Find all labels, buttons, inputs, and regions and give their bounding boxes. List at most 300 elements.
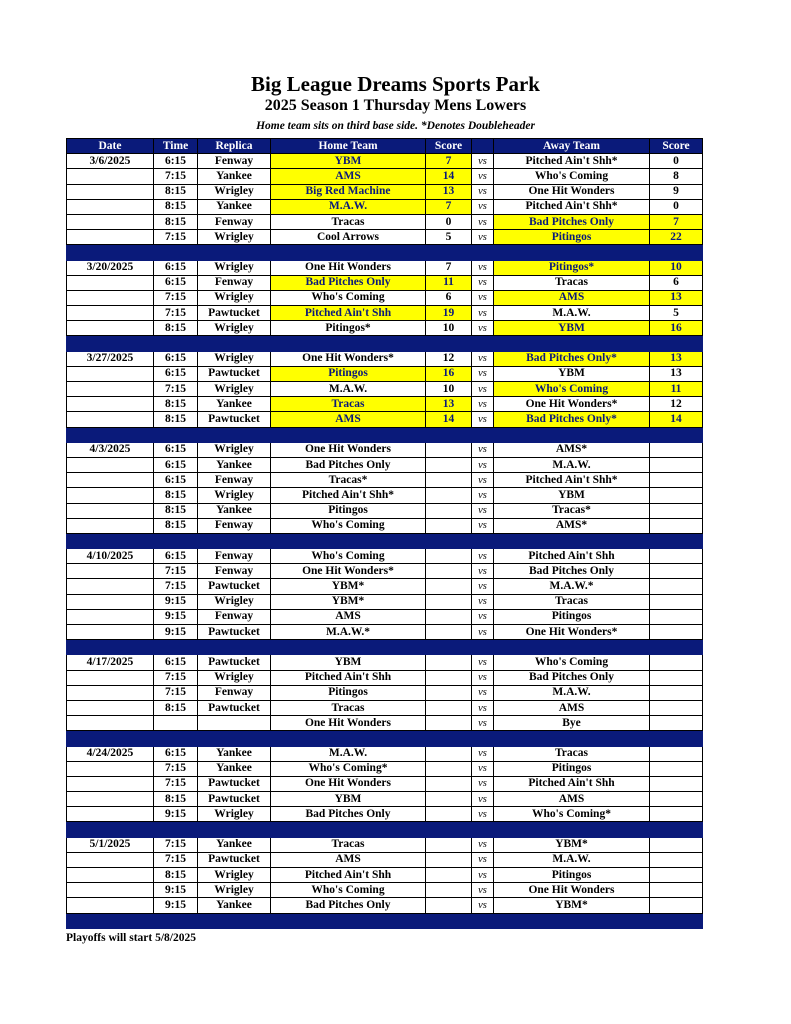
game-time: 6:15 — [154, 154, 198, 169]
game-date — [67, 366, 154, 381]
game-field: Yankee — [198, 397, 271, 412]
game-date — [67, 382, 154, 397]
table-row — [67, 290, 703, 305]
game-date — [67, 321, 154, 336]
home-score: 0 — [426, 214, 472, 229]
home-team: Tracas — [271, 214, 426, 229]
table-row — [67, 154, 703, 169]
home-team: One Hit Wonders — [271, 260, 426, 275]
away-score — [650, 442, 703, 457]
home-score — [426, 716, 472, 731]
game-field: Wrigley — [198, 351, 271, 366]
home-team: One Hit Wonders* — [271, 564, 426, 579]
game-field: Wrigley — [198, 260, 271, 275]
away-team: Pitingos — [494, 868, 650, 883]
game-field: Yankee — [198, 169, 271, 184]
vs-label: vs — [472, 776, 494, 791]
game-time: 8:15 — [154, 488, 198, 503]
table-row — [67, 700, 703, 715]
away-score — [650, 503, 703, 518]
away-team: M.A.W. — [494, 685, 650, 700]
home-team: Bad Pitches Only — [271, 807, 426, 822]
game-date — [67, 457, 154, 472]
away-team: YBM — [494, 366, 650, 381]
game-field: Wrigley — [198, 868, 271, 883]
vs-label: vs — [472, 852, 494, 867]
home-team: Cool Arrows — [271, 230, 426, 245]
away-score: 13 — [650, 366, 703, 381]
table-row — [67, 716, 703, 731]
game-date — [67, 199, 154, 214]
home-score — [426, 655, 472, 670]
game-field: Pawtucket — [198, 700, 271, 715]
game-field: Fenway — [198, 685, 271, 700]
away-score — [650, 700, 703, 715]
vs-label: vs — [472, 154, 494, 169]
game-field: Pawtucket — [198, 412, 271, 427]
away-score — [650, 792, 703, 807]
table-row — [67, 412, 703, 427]
table-row — [67, 609, 703, 624]
home-score: 14 — [426, 169, 472, 184]
game-date: 4/3/2025 — [67, 442, 154, 457]
col-away-score-header: Score — [650, 139, 703, 154]
table-row — [67, 306, 703, 321]
game-time: 7:15 — [154, 837, 198, 852]
home-team: Pitingos* — [271, 321, 426, 336]
table-row — [67, 746, 703, 761]
game-field — [198, 716, 271, 731]
game-date — [67, 579, 154, 594]
away-score — [650, 594, 703, 609]
game-field: Wrigley — [198, 670, 271, 685]
game-field: Wrigley — [198, 883, 271, 898]
game-date — [67, 852, 154, 867]
vs-label: vs — [472, 503, 494, 518]
game-time: 8:15 — [154, 412, 198, 427]
game-time: 9:15 — [154, 807, 198, 822]
game-time: 8:15 — [154, 214, 198, 229]
home-team: Pitched Ain't Shh — [271, 868, 426, 883]
home-team: Tracas — [271, 700, 426, 715]
table-row — [67, 260, 703, 275]
game-time: 6:15 — [154, 655, 198, 670]
week-separator — [67, 533, 703, 548]
away-score — [650, 564, 703, 579]
home-score — [426, 852, 472, 867]
home-team: AMS — [271, 609, 426, 624]
game-time: 7:15 — [154, 579, 198, 594]
away-team: Who's Coming* — [494, 807, 650, 822]
away-score: 6 — [650, 275, 703, 290]
away-team: One Hit Wonders* — [494, 625, 650, 640]
away-score: 12 — [650, 397, 703, 412]
away-score — [650, 776, 703, 791]
vs-label: vs — [472, 594, 494, 609]
game-date — [67, 214, 154, 229]
away-team: AMS* — [494, 442, 650, 457]
col-replica-header: Replica — [198, 139, 271, 154]
table-row — [67, 883, 703, 898]
away-team: Tracas* — [494, 503, 650, 518]
table-row — [67, 366, 703, 381]
vs-label: vs — [472, 397, 494, 412]
away-team: AMS — [494, 290, 650, 305]
game-date — [67, 184, 154, 199]
game-time: 6:15 — [154, 549, 198, 564]
vs-label: vs — [472, 442, 494, 457]
home-score: 5 — [426, 230, 472, 245]
game-field: Yankee — [198, 761, 271, 776]
table-row — [67, 275, 703, 290]
home-score: 7 — [426, 260, 472, 275]
table-row — [67, 579, 703, 594]
home-team: Tracas — [271, 837, 426, 852]
away-team: YBM* — [494, 898, 650, 913]
game-date — [67, 412, 154, 427]
home-team: YBM* — [271, 594, 426, 609]
home-score — [426, 609, 472, 624]
away-score: 13 — [650, 290, 703, 305]
vs-label: vs — [472, 685, 494, 700]
game-field: Wrigley — [198, 290, 271, 305]
home-team: YBM — [271, 154, 426, 169]
home-score: 10 — [426, 382, 472, 397]
game-time: 7:15 — [154, 670, 198, 685]
home-team: Bad Pitches Only — [271, 898, 426, 913]
separator-bar — [67, 913, 703, 928]
game-date — [67, 397, 154, 412]
away-team: Who's Coming — [494, 169, 650, 184]
home-team: Tracas* — [271, 473, 426, 488]
away-score: 16 — [650, 321, 703, 336]
table-row — [67, 625, 703, 640]
home-team: Who's Coming — [271, 518, 426, 533]
away-score: 13 — [650, 351, 703, 366]
table-row — [67, 321, 703, 336]
game-time: 7:15 — [154, 852, 198, 867]
home-score — [426, 549, 472, 564]
game-date — [67, 807, 154, 822]
game-time — [154, 716, 198, 731]
home-team: M.A.W. — [271, 199, 426, 214]
home-score: 12 — [426, 351, 472, 366]
away-score — [650, 746, 703, 761]
away-score: 14 — [650, 412, 703, 427]
vs-label: vs — [472, 275, 494, 290]
vs-label: vs — [472, 761, 494, 776]
away-score — [650, 807, 703, 822]
schedule-body — [67, 154, 703, 929]
game-date: 4/17/2025 — [67, 655, 154, 670]
vs-label: vs — [472, 518, 494, 533]
vs-label: vs — [472, 230, 494, 245]
col-time-header: Time — [154, 139, 198, 154]
vs-label: vs — [472, 488, 494, 503]
vs-label: vs — [472, 321, 494, 336]
away-team: Pitingos — [494, 609, 650, 624]
vs-label: vs — [472, 366, 494, 381]
vs-label: vs — [472, 625, 494, 640]
game-time: 9:15 — [154, 609, 198, 624]
away-team: Pitingos — [494, 230, 650, 245]
away-team: Pitingos — [494, 761, 650, 776]
game-date — [67, 609, 154, 624]
week-separator — [67, 822, 703, 837]
home-team: Pitched Ain't Shh — [271, 306, 426, 321]
away-score — [650, 473, 703, 488]
away-score: 11 — [650, 382, 703, 397]
home-score — [426, 898, 472, 913]
home-score: 7 — [426, 154, 472, 169]
game-time: 8:15 — [154, 700, 198, 715]
game-field: Pawtucket — [198, 579, 271, 594]
home-score — [426, 518, 472, 533]
home-score — [426, 837, 472, 852]
table-row — [67, 868, 703, 883]
game-time: 8:15 — [154, 321, 198, 336]
home-team: Bad Pitches Only — [271, 457, 426, 472]
game-date — [67, 594, 154, 609]
col-vs-header — [472, 139, 494, 154]
home-score: 13 — [426, 397, 472, 412]
game-date — [67, 868, 154, 883]
table-row — [67, 457, 703, 472]
home-score: 11 — [426, 275, 472, 290]
game-field: Pawtucket — [198, 366, 271, 381]
vs-label: vs — [472, 549, 494, 564]
vs-label: vs — [472, 564, 494, 579]
away-score — [650, 837, 703, 852]
home-score: 13 — [426, 184, 472, 199]
away-team: YBM* — [494, 837, 650, 852]
game-date — [67, 169, 154, 184]
away-team: Bad Pitches Only* — [494, 412, 650, 427]
vs-label: vs — [472, 746, 494, 761]
game-field: Fenway — [198, 518, 271, 533]
home-team: Who's Coming — [271, 883, 426, 898]
away-team: YBM — [494, 488, 650, 503]
home-team: One Hit Wonders* — [271, 351, 426, 366]
game-field: Wrigley — [198, 807, 271, 822]
game-time: 7:15 — [154, 564, 198, 579]
away-team: AMS* — [494, 518, 650, 533]
away-team: Who's Coming — [494, 655, 650, 670]
game-date: 4/24/2025 — [67, 746, 154, 761]
away-team: Tracas — [494, 594, 650, 609]
away-score — [650, 716, 703, 731]
home-score — [426, 883, 472, 898]
vs-label: vs — [472, 290, 494, 305]
table-row — [67, 776, 703, 791]
game-date — [67, 290, 154, 305]
away-team: Tracas — [494, 275, 650, 290]
home-score — [426, 868, 472, 883]
table-row — [67, 655, 703, 670]
table-row — [67, 549, 703, 564]
home-score: 7 — [426, 199, 472, 214]
week-separator — [67, 245, 703, 260]
away-score — [650, 852, 703, 867]
separator-bar — [67, 336, 703, 351]
vs-label: vs — [472, 184, 494, 199]
table-row — [67, 594, 703, 609]
home-team: Pitched Ain't Shh* — [271, 488, 426, 503]
home-score — [426, 670, 472, 685]
away-score — [650, 488, 703, 503]
table-row — [67, 898, 703, 913]
game-field: Yankee — [198, 503, 271, 518]
game-field: Fenway — [198, 154, 271, 169]
game-time: 7:15 — [154, 776, 198, 791]
game-field: Pawtucket — [198, 655, 271, 670]
game-field: Fenway — [198, 549, 271, 564]
away-score: 8 — [650, 169, 703, 184]
away-score — [650, 625, 703, 640]
away-team: Bad Pitches Only — [494, 214, 650, 229]
game-field: Wrigley — [198, 488, 271, 503]
home-team: AMS — [271, 852, 426, 867]
game-date — [67, 473, 154, 488]
home-team: AMS — [271, 169, 426, 184]
away-team: M.A.W. — [494, 852, 650, 867]
vs-label: vs — [472, 700, 494, 715]
home-score — [426, 761, 472, 776]
game-time: 7:15 — [154, 761, 198, 776]
vs-label: vs — [472, 837, 494, 852]
away-score: 7 — [650, 214, 703, 229]
away-team: AMS — [494, 700, 650, 715]
game-field: Pawtucket — [198, 852, 271, 867]
away-score — [650, 868, 703, 883]
footer-note: Playoffs will start 5/8/2025 — [66, 932, 196, 944]
vs-label: vs — [472, 807, 494, 822]
game-field: Wrigley — [198, 594, 271, 609]
game-time: 6:15 — [154, 473, 198, 488]
away-score — [650, 549, 703, 564]
game-time: 8:15 — [154, 868, 198, 883]
game-field: Fenway — [198, 564, 271, 579]
table-row — [67, 518, 703, 533]
away-team: Bad Pitches Only* — [494, 351, 650, 366]
away-team: Pitched Ain't Shh* — [494, 199, 650, 214]
game-time: 6:15 — [154, 351, 198, 366]
week-separator — [67, 640, 703, 655]
home-team: Big Red Machine — [271, 184, 426, 199]
away-team: Pitched Ain't Shh* — [494, 154, 650, 169]
table-row — [67, 184, 703, 199]
home-score — [426, 503, 472, 518]
away-team: AMS — [494, 792, 650, 807]
home-score: 16 — [426, 366, 472, 381]
table-row — [67, 199, 703, 214]
home-team: Who's Coming — [271, 549, 426, 564]
home-score — [426, 776, 472, 791]
home-team: YBM — [271, 792, 426, 807]
away-team: One Hit Wonders — [494, 883, 650, 898]
game-date: 4/10/2025 — [67, 549, 154, 564]
home-team: Pitched Ain't Shh — [271, 670, 426, 685]
game-date — [67, 503, 154, 518]
table-row — [67, 503, 703, 518]
header-row — [67, 139, 703, 154]
table-row — [67, 488, 703, 503]
away-team: One Hit Wonders* — [494, 397, 650, 412]
game-date — [67, 776, 154, 791]
table-row — [67, 685, 703, 700]
table-row — [67, 214, 703, 229]
home-score — [426, 488, 472, 503]
away-team: M.A.W. — [494, 457, 650, 472]
away-score: 9 — [650, 184, 703, 199]
away-score: 0 — [650, 199, 703, 214]
game-field: Yankee — [198, 457, 271, 472]
table-row — [67, 169, 703, 184]
home-team: Pitingos — [271, 503, 426, 518]
vs-label: vs — [472, 792, 494, 807]
away-score — [650, 898, 703, 913]
game-time: 8:15 — [154, 184, 198, 199]
away-team: Bad Pitches Only — [494, 670, 650, 685]
vs-label: vs — [472, 169, 494, 184]
game-time: 7:15 — [154, 230, 198, 245]
home-team: One Hit Wonders — [271, 776, 426, 791]
vs-label: vs — [472, 716, 494, 731]
away-team: Tracas — [494, 746, 650, 761]
game-date: 5/1/2025 — [67, 837, 154, 852]
game-date — [67, 564, 154, 579]
game-date: 3/27/2025 — [67, 351, 154, 366]
away-score: 0 — [650, 154, 703, 169]
game-date — [67, 306, 154, 321]
page-subtitle: 2025 Season 1 Thursday Mens Lowers — [264, 97, 527, 114]
game-field: Wrigley — [198, 184, 271, 199]
game-field: Wrigley — [198, 321, 271, 336]
home-score — [426, 807, 472, 822]
home-score — [426, 442, 472, 457]
separator-bar — [67, 822, 703, 837]
home-score — [426, 700, 472, 715]
home-team: Pitingos — [271, 685, 426, 700]
home-team: Pitingos — [271, 366, 426, 381]
game-field: Pawtucket — [198, 792, 271, 807]
home-team: YBM* — [271, 579, 426, 594]
vs-label: vs — [472, 473, 494, 488]
home-score — [426, 685, 472, 700]
vs-label: vs — [472, 868, 494, 883]
home-team: Who's Coming — [271, 290, 426, 305]
away-team: Bad Pitches Only — [494, 564, 650, 579]
game-field: Wrigley — [198, 230, 271, 245]
home-team: One Hit Wonders — [271, 442, 426, 457]
home-score: 10 — [426, 321, 472, 336]
away-team: One Hit Wonders — [494, 184, 650, 199]
away-score — [650, 518, 703, 533]
away-score: 10 — [650, 260, 703, 275]
game-time: 9:15 — [154, 883, 198, 898]
home-team: M.A.W.* — [271, 625, 426, 640]
home-team: M.A.W. — [271, 746, 426, 761]
home-team: M.A.W. — [271, 382, 426, 397]
away-score — [650, 609, 703, 624]
away-team: Pitched Ain't Shh — [494, 776, 650, 791]
home-team: AMS — [271, 412, 426, 427]
game-date — [67, 488, 154, 503]
game-field: Pawtucket — [198, 776, 271, 791]
page-title: Big League Dreams Sports Park — [251, 72, 540, 96]
col-home-score-header: Score — [426, 139, 472, 154]
game-date — [67, 518, 154, 533]
